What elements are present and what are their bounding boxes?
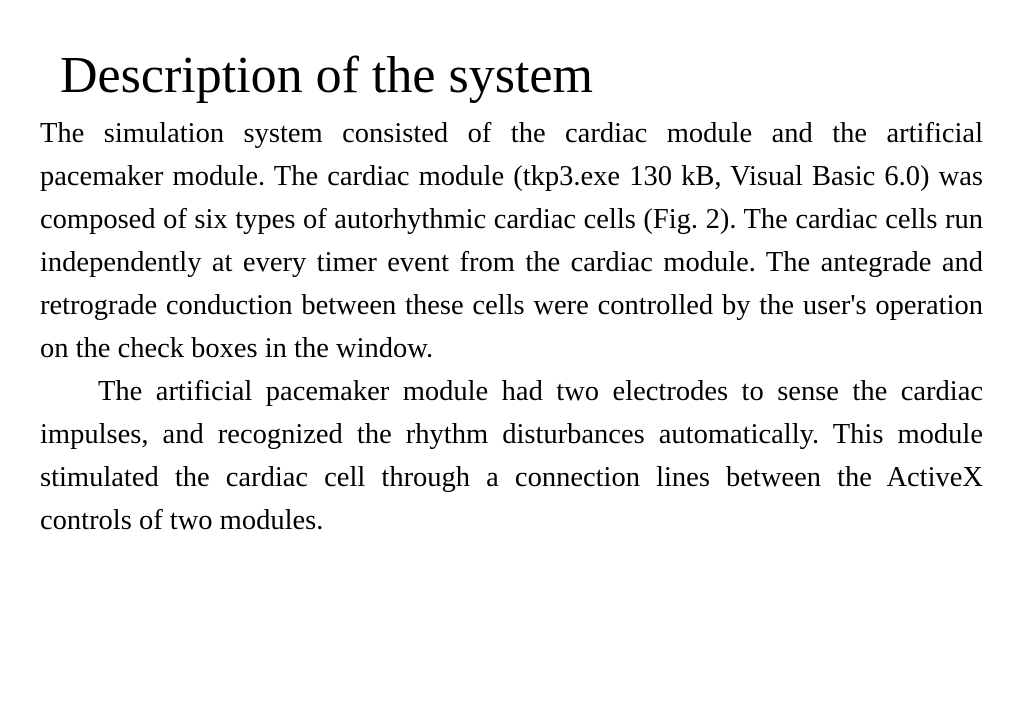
- slide-title: Description of the system: [60, 47, 593, 104]
- slide-body: [40, 112, 983, 542]
- body-paragraph-1: The simulation system consisted of the cardiac module and the artificial pacemaker module. The cardiac module (tkp3.exe 130 kB, Visual Basic 6.0) was composed of six types of autorhythmic cardiac cells (Fig. 2). The cardiac cells run independently at every timer event from the cardiac module. The antegrade and retrograde conduction between these cells were controlled by the user's operation on the check boxes in the window.: [40, 118, 983, 364]
- body-paragraph-2: The artificial pacemaker module had two electrodes to sense the cardiac impulses, and recognized the rhythm disturbances automatically. This module stimulated the cardiac cell through a connection lines between the ActiveX controls of two modules.: [40, 376, 983, 536]
